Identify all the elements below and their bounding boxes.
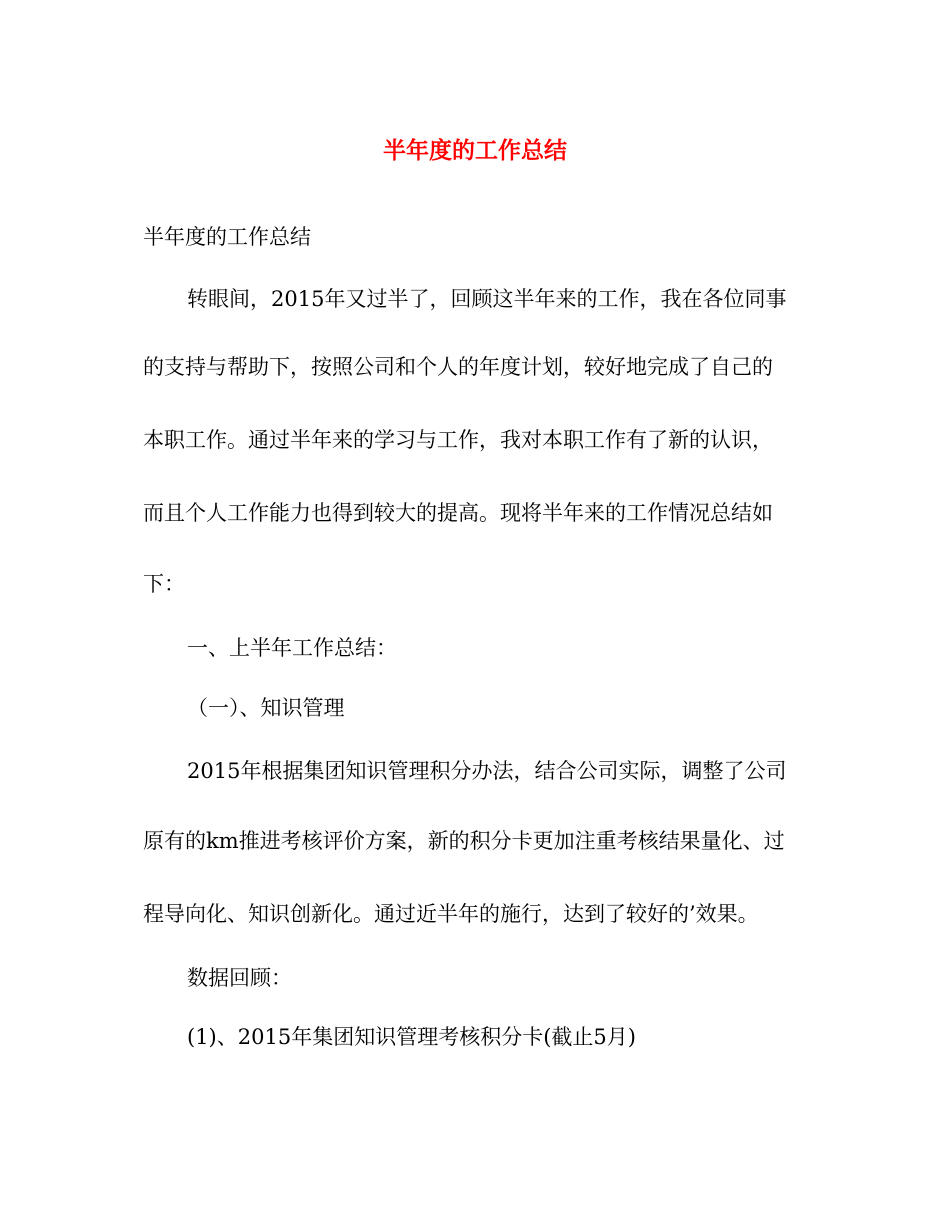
data-review-heading: 数据回顾： (187, 966, 292, 990)
paragraph-line: 而且个人工作能力也得到较大的提高。现将半年来的工作情况总结如 (143, 501, 773, 525)
subtitle-line: 半年度的工作总结 (143, 225, 311, 249)
paragraph-line: 原有的km推进考核评价方案，新的积分卡更加注重考核结果量化、过 (143, 829, 785, 853)
paragraph-line: 本职工作。通过半年来的学习与工作，我对本职工作有了新的认识， (143, 428, 773, 452)
section-heading: 一、上半年工作总结： (187, 636, 397, 660)
paragraph-line: 的支持与帮助下，按照公司和个人的年度计划，较好地完成了自己的 (143, 355, 773, 379)
subsection-heading: （一）、知识管理 (187, 696, 345, 720)
document-title: 半年度的工作总结 (383, 137, 567, 164)
paragraph-line: 2015年根据集团知识管理积分办法，结合公司实际，调整了公司 (187, 759, 787, 783)
paragraph-line: 下： (143, 572, 185, 596)
paragraph-line: 程导向化、知识创新化。通过近半年的施行，达到了较好的’效果。 (143, 902, 759, 926)
list-item: (1)、2015年集团知识管理考核积分卡(截止5月) (187, 1025, 636, 1049)
paragraph-line: 转眼间，2015年又过半了，回顾这半年来的工作，我在各位同事 (187, 287, 787, 311)
